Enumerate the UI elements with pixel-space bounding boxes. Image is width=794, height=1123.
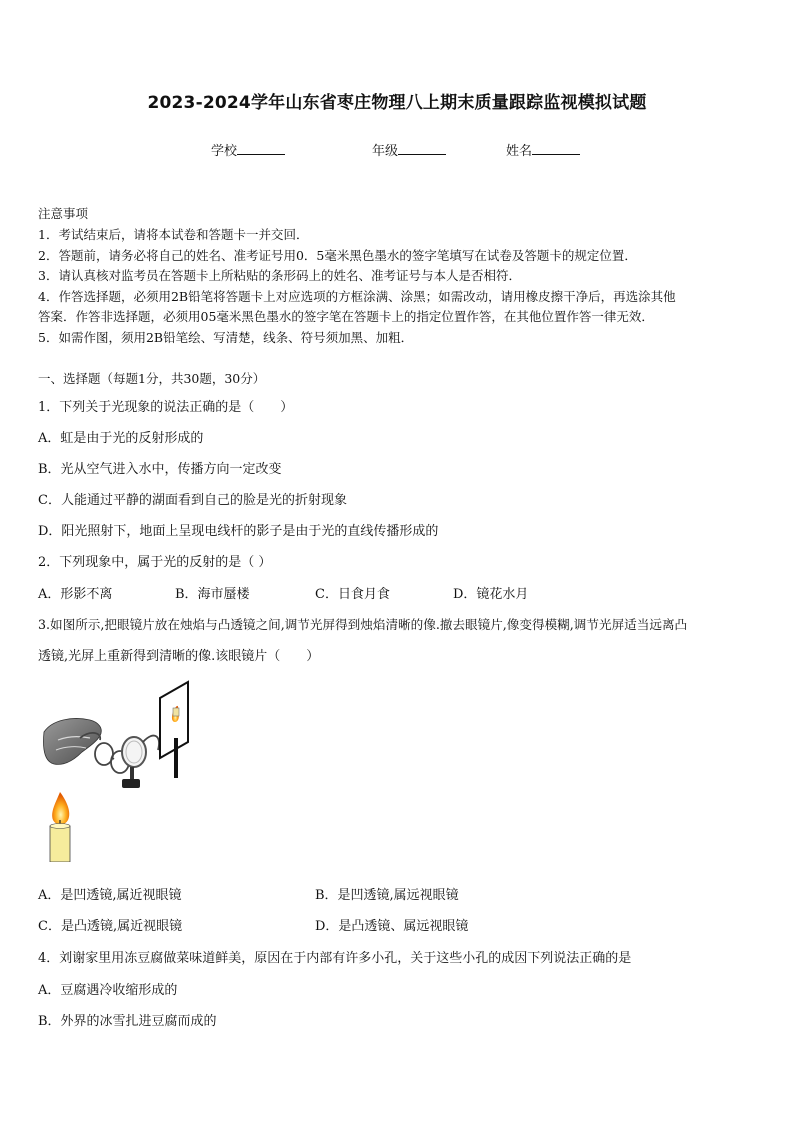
convex-lens-icon bbox=[122, 736, 159, 788]
grade-blank[interactable] bbox=[398, 142, 446, 155]
notice-item: 2．答题前，请务必将自己的姓名、准考证号用0．5毫米黑色墨水的签字笔填写在试卷及答题卡的规定位置． bbox=[38, 248, 637, 263]
light-screen-icon bbox=[160, 682, 188, 778]
question-4-stem: 4．刘谢家里用冻豆腐做菜味道鲜美，原因在于内部有许多小孔，关于这些小孔的成因下列说法正确的是 bbox=[38, 951, 632, 966]
question-2-option-a[interactable]: A．形影不离 bbox=[38, 587, 113, 602]
school-label: 学校 bbox=[211, 144, 238, 159]
notice-item: 1．考试结束后，请将本试卷和答题卡一并交回． bbox=[38, 227, 309, 242]
name-label: 姓名 bbox=[506, 144, 533, 159]
question-2-option-d[interactable]: D．镜花水月 bbox=[453, 587, 529, 602]
notice-item: 答案．作答非选择题，必须用05毫米黑色墨水的签字笔在答题卡上的指定位置作答，在其他位置作答一律无效． bbox=[38, 309, 654, 324]
notice-item: 5．如需作图，须用2B铅笔绘、写清楚，线条、符号须加黑、加粗． bbox=[38, 330, 414, 345]
section-heading: 一、选择题（每题1分，共30题，30分） bbox=[38, 371, 266, 386]
question-3-option-d[interactable]: D．是凸透镜、属远视眼镜 bbox=[315, 919, 469, 934]
student-info-row bbox=[0, 140, 794, 160]
question-3-stem: 3.如图所示,把眼镜片放在烛焰与凸透镜之间,调节光屏得到烛焰清晰的像.撤去眼镜片,像变得模糊,调节光屏适当远离凸 bbox=[38, 617, 688, 632]
question-2-stem: 2．下列现象中，属于光的反射的是（ ） bbox=[38, 555, 272, 570]
question-4-option-b[interactable]: B．外界的冰雪扎进豆腐而成的 bbox=[38, 1014, 217, 1029]
question-4-option-a[interactable]: A．豆腐遇冷收缩形成的 bbox=[38, 983, 178, 998]
question-3-option-b[interactable]: B．是凹透镜,属远视眼镜 bbox=[315, 888, 459, 903]
notice-item: 3．请认真核对监考员在答题卡上所粘贴的条形码上的姓名、准考证号与本人是否相符． bbox=[38, 268, 521, 283]
grade-field[interactable] bbox=[372, 140, 446, 159]
question-1-option-a[interactable]: A．虹是由于光的反射形成的 bbox=[38, 431, 204, 446]
hand-icon bbox=[43, 719, 101, 765]
grade-label: 年级 bbox=[372, 144, 399, 159]
name-blank[interactable] bbox=[532, 142, 580, 155]
question-3-option-a[interactable]: A．是凹透镜,属近视眼镜 bbox=[38, 888, 182, 903]
question-1-option-c[interactable]: C．人能通过平静的湖面看到自己的脸是光的折射现象 bbox=[38, 493, 347, 508]
school-blank[interactable] bbox=[237, 142, 285, 155]
notice-heading: 注意事项 bbox=[38, 206, 89, 221]
school-field[interactable] bbox=[211, 140, 285, 159]
question-1-stem: 1．下列关于光现象的说法正确的是（ ） bbox=[38, 400, 294, 415]
question-3-stem-cont: 透镜,光屏上重新得到清晰的像.该眼镜片（ ） bbox=[38, 649, 320, 664]
question-1-option-b[interactable]: B．光从空气进入水中，传播方向一定改变 bbox=[38, 462, 282, 477]
question-2-option-b[interactable]: B．海市蜃楼 bbox=[175, 587, 250, 602]
question-3-option-c[interactable]: C．是凸透镜,属近视眼镜 bbox=[38, 919, 183, 934]
candle-icon bbox=[50, 792, 70, 862]
question-2-option-c[interactable]: C．日食月食 bbox=[315, 587, 390, 602]
question-1-option-d[interactable]: D．阳光照射下，地面上呈现电线杆的影子是由于光的直线传播形成的 bbox=[38, 524, 439, 539]
notice-item: 4．作答选择题，必须用2B铅笔将答题卡上对应选项的方框涂满、涂黑；如需改动，请用橡皮擦干净后，再选涂其他 bbox=[38, 289, 676, 304]
optics-figure bbox=[38, 680, 208, 862]
name-field[interactable] bbox=[506, 140, 580, 159]
page-title: 2023-2024学年山东省枣庄物理八上期末质量跟踪监视模拟试题 bbox=[147, 93, 647, 113]
